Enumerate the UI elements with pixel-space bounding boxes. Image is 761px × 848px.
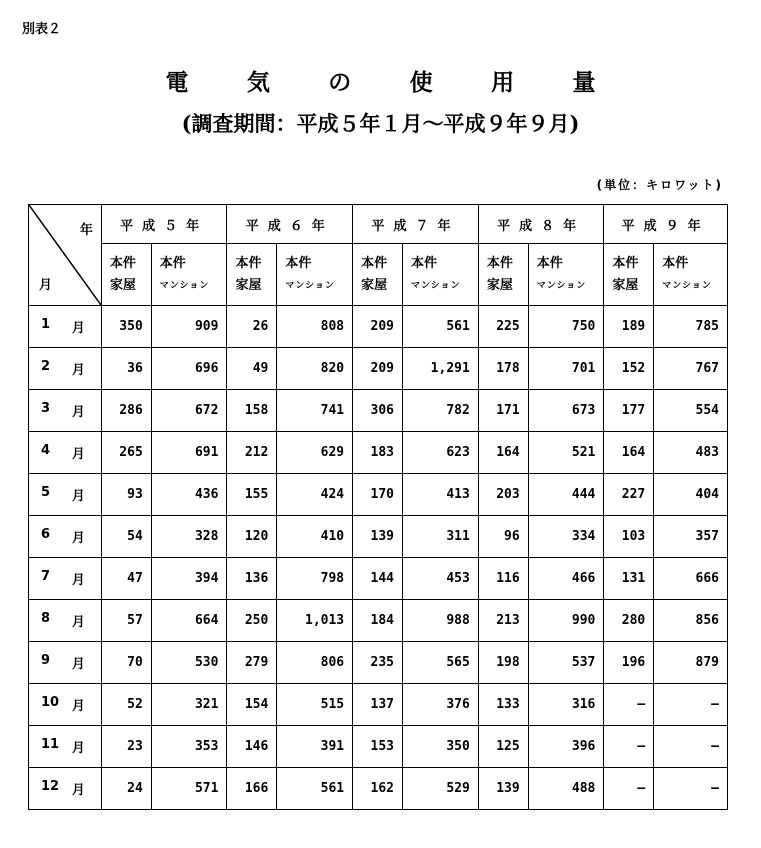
house-label-line2: 家屋 — [109, 277, 136, 293]
survey-period: (調査期間：平成５年１月～平成９年９月) — [181, 111, 580, 136]
value-cell: 144 — [353, 558, 403, 600]
value-cell: 213 — [478, 600, 528, 642]
value-cell: 321 — [151, 684, 227, 726]
table-row — [29, 726, 728, 768]
value-cell: 177 — [604, 390, 654, 432]
value-cell: 750 — [528, 306, 604, 348]
value-cell: 785 — [654, 306, 728, 348]
value-cell: 990 — [528, 600, 604, 642]
month-number: 12 — [41, 779, 60, 794]
value-cell: 350 — [403, 726, 479, 768]
table-row — [29, 684, 728, 726]
value-cell: 741 — [277, 390, 353, 432]
value-cell: 49 — [227, 348, 277, 390]
month-number: 7 — [41, 569, 51, 584]
value-cell: 120 — [227, 516, 277, 558]
value-cell: 350 — [101, 306, 151, 348]
house-label-line1: 本件 — [361, 255, 388, 271]
value-cell: 537 — [528, 642, 604, 684]
month-cell — [29, 348, 102, 390]
value-cell: 116 — [478, 558, 528, 600]
month-number: 10 — [41, 695, 60, 710]
value-cell: 808 — [277, 306, 353, 348]
value-cell: 212 — [227, 432, 277, 474]
appendix-label: 別表２ — [22, 22, 62, 37]
value-cell: 70 — [101, 642, 151, 684]
house-label-line1: 本件 — [612, 255, 639, 271]
mansion-label-line1: 本件 — [536, 255, 563, 271]
year-header: 平成６年 — [227, 205, 353, 244]
value-cell: 227 — [604, 474, 654, 516]
value-cell: 691 — [151, 432, 227, 474]
value-cell: 137 — [353, 684, 403, 726]
month-suffix: 月 — [71, 699, 85, 714]
value-cell: 178 — [478, 348, 528, 390]
year-header: 平成８年 — [478, 205, 604, 244]
value-cell: 410 — [277, 516, 353, 558]
value-cell: 328 — [151, 516, 227, 558]
value-cell: 561 — [277, 768, 353, 810]
value-cell: 436 — [151, 474, 227, 516]
value-cell: 47 — [101, 558, 151, 600]
value-cell: 93 — [101, 474, 151, 516]
table-row — [29, 516, 728, 558]
value-cell: 623 — [403, 432, 479, 474]
mansion-label-line1: 本件 — [411, 255, 438, 271]
value-cell: 162 — [353, 768, 403, 810]
value-cell: 131 — [604, 558, 654, 600]
month-suffix: 月 — [71, 741, 85, 756]
title-char: 用 — [491, 69, 515, 96]
table-row — [29, 600, 728, 642]
house-label-line2: 家屋 — [361, 277, 388, 293]
table-row — [29, 348, 728, 390]
mansion-subheader — [654, 244, 728, 306]
value-cell: 404 — [654, 474, 728, 516]
value-cell: 879 — [654, 642, 728, 684]
month-suffix: 月 — [71, 447, 85, 462]
mansion-label-line2: マンション — [411, 280, 461, 291]
value-cell: 554 — [654, 390, 728, 432]
house-label-line2: 家屋 — [612, 277, 639, 293]
value-cell: 453 — [403, 558, 479, 600]
corner-year-label: 年 — [79, 223, 93, 238]
month-suffix: 月 — [71, 531, 85, 546]
value-cell: 424 — [277, 474, 353, 516]
value-cell: 316 — [528, 684, 604, 726]
value-cell: 183 — [353, 432, 403, 474]
value-cell: 515 — [277, 684, 353, 726]
table-row — [29, 474, 728, 516]
value-cell: 909 — [151, 306, 227, 348]
month-number: 9 — [41, 653, 51, 668]
value-cell: 265 — [101, 432, 151, 474]
house-subheader — [478, 244, 528, 306]
value-cell: 171 — [478, 390, 528, 432]
month-cell — [29, 558, 102, 600]
document-title — [0, 64, 761, 97]
electricity-usage-table — [28, 204, 728, 810]
value-cell: 139 — [353, 516, 403, 558]
sub-header-row — [29, 244, 728, 306]
value-cell: 139 — [478, 768, 528, 810]
value-cell: 203 — [478, 474, 528, 516]
month-number: 1 — [41, 317, 51, 332]
table-row — [29, 390, 728, 432]
value-cell: 196 — [604, 642, 654, 684]
value-cell: 23 — [101, 726, 151, 768]
house-label-line1: 本件 — [486, 255, 513, 271]
house-subheader — [227, 244, 277, 306]
month-cell — [29, 600, 102, 642]
value-cell: 250 — [227, 600, 277, 642]
value-cell: 306 — [353, 390, 403, 432]
month-suffix: 月 — [71, 615, 85, 630]
title-char: 使 — [409, 69, 433, 96]
value-cell: 820 — [277, 348, 353, 390]
month-number: 6 — [41, 527, 51, 542]
value-cell: 209 — [353, 348, 403, 390]
value-cell: 353 — [151, 726, 227, 768]
month-number: 4 — [41, 443, 51, 458]
value-cell: 125 — [478, 726, 528, 768]
value-cell: 1,291 — [403, 348, 479, 390]
value-cell: 988 — [403, 600, 479, 642]
value-cell: 798 — [277, 558, 353, 600]
value-cell: 856 — [654, 600, 728, 642]
value-cell: 136 — [227, 558, 277, 600]
value-cell: 529 — [403, 768, 479, 810]
value-cell: 444 — [528, 474, 604, 516]
value-cell: 767 — [654, 348, 728, 390]
value-cell: 189 — [604, 306, 654, 348]
mansion-subheader — [403, 244, 479, 306]
value-cell: 170 — [353, 474, 403, 516]
value-cell: 530 — [151, 642, 227, 684]
value-cell: — — [604, 768, 654, 810]
house-subheader — [101, 244, 151, 306]
month-cell — [29, 768, 102, 810]
mansion-label-line2: マンション — [536, 280, 587, 291]
value-cell: 391 — [277, 726, 353, 768]
corner-month-label: 月 — [39, 278, 53, 293]
month-number: 5 — [41, 485, 51, 500]
house-subheader — [353, 244, 403, 306]
house-label-line1: 本件 — [109, 255, 136, 271]
month-number: 8 — [41, 611, 51, 626]
mansion-label-line1: 本件 — [662, 255, 689, 271]
month-suffix: 月 — [71, 489, 85, 504]
value-cell: 26 — [227, 306, 277, 348]
value-cell: 466 — [528, 558, 604, 600]
value-cell: 565 — [403, 642, 479, 684]
table-row — [29, 558, 728, 600]
value-cell: 133 — [478, 684, 528, 726]
value-cell: 96 — [478, 516, 528, 558]
value-cell: 52 — [101, 684, 151, 726]
mansion-subheader — [151, 244, 227, 306]
month-number: 2 — [41, 359, 51, 374]
value-cell: 225 — [478, 306, 528, 348]
table-row — [29, 432, 728, 474]
value-cell: 666 — [654, 558, 728, 600]
title-char: 電 — [165, 69, 189, 96]
value-cell: 155 — [227, 474, 277, 516]
month-cell — [29, 642, 102, 684]
year-header: 平成５年 — [101, 205, 227, 244]
value-cell: 57 — [101, 600, 151, 642]
value-cell: 286 — [101, 390, 151, 432]
value-cell: 54 — [101, 516, 151, 558]
mansion-label-line2: マンション — [662, 280, 712, 291]
value-cell: 696 — [151, 348, 227, 390]
mansion-label-line2: マンション — [285, 280, 335, 291]
month-cell — [29, 474, 102, 516]
value-cell: 235 — [353, 642, 403, 684]
mansion-label-line1: 本件 — [159, 255, 186, 271]
value-cell: 376 — [403, 684, 479, 726]
month-suffix: 月 — [71, 573, 85, 588]
value-cell: 154 — [227, 684, 277, 726]
month-cell — [29, 390, 102, 432]
month-cell — [29, 684, 102, 726]
value-cell: 280 — [604, 600, 654, 642]
value-cell: 394 — [151, 558, 227, 600]
house-label-line2: 家屋 — [486, 277, 513, 293]
value-cell: 158 — [227, 390, 277, 432]
value-cell: 664 — [151, 600, 227, 642]
table-row — [29, 768, 728, 810]
month-suffix: 月 — [71, 405, 85, 420]
value-cell: 413 — [403, 474, 479, 516]
value-cell: 146 — [227, 726, 277, 768]
month-suffix: 月 — [71, 783, 85, 798]
value-cell: 152 — [604, 348, 654, 390]
value-cell: 673 — [528, 390, 604, 432]
value-cell: — — [654, 726, 728, 768]
value-cell: 103 — [604, 516, 654, 558]
value-cell: 1,013 — [277, 600, 353, 642]
year-header-row — [29, 205, 728, 244]
value-cell: 164 — [478, 432, 528, 474]
house-label-line2: 家屋 — [235, 277, 262, 293]
value-cell: 198 — [478, 642, 528, 684]
value-cell: 672 — [151, 390, 227, 432]
value-cell: 701 — [528, 348, 604, 390]
title-char: 量 — [572, 69, 596, 96]
month-cell — [29, 726, 102, 768]
month-cell — [29, 432, 102, 474]
month-suffix: 月 — [71, 321, 85, 336]
value-cell: 521 — [528, 432, 604, 474]
value-cell: 24 — [101, 768, 151, 810]
value-cell: 311 — [403, 516, 479, 558]
value-cell: 561 — [403, 306, 479, 348]
unit-label: (単位：キロワット) — [596, 178, 723, 192]
value-cell: 396 — [528, 726, 604, 768]
month-cell — [29, 306, 102, 348]
year-header: 平成９年 — [604, 205, 728, 244]
month-suffix: 月 — [71, 657, 85, 672]
value-cell: 184 — [353, 600, 403, 642]
value-cell: 483 — [654, 432, 728, 474]
title-char: の — [328, 69, 352, 96]
value-cell: 629 — [277, 432, 353, 474]
house-subheader — [604, 244, 654, 306]
value-cell: 209 — [353, 306, 403, 348]
month-suffix: 月 — [71, 363, 85, 378]
title-char: 気 — [246, 69, 270, 96]
value-cell: 782 — [403, 390, 479, 432]
month-number: 3 — [41, 401, 51, 416]
table-row — [29, 642, 728, 684]
mansion-subheader — [277, 244, 353, 306]
year-header: 平成７年 — [353, 205, 479, 244]
month-number: 11 — [41, 737, 60, 752]
month-cell — [29, 516, 102, 558]
value-cell: 279 — [227, 642, 277, 684]
table-row — [29, 306, 728, 348]
value-cell: — — [604, 684, 654, 726]
value-cell: 571 — [151, 768, 227, 810]
house-label-line1: 本件 — [235, 255, 262, 271]
mansion-label-line2: マンション — [159, 280, 210, 291]
value-cell: — — [654, 768, 728, 810]
value-cell: 806 — [277, 642, 353, 684]
value-cell: 488 — [528, 768, 604, 810]
value-cell: 153 — [353, 726, 403, 768]
mansion-label-line1: 本件 — [285, 255, 312, 271]
value-cell: 166 — [227, 768, 277, 810]
mansion-subheader — [528, 244, 604, 306]
value-cell: 334 — [528, 516, 604, 558]
value-cell: 36 — [101, 348, 151, 390]
value-cell: 357 — [654, 516, 728, 558]
value-cell: 164 — [604, 432, 654, 474]
value-cell: — — [604, 726, 654, 768]
corner-header-cell — [29, 205, 102, 306]
value-cell: — — [654, 684, 728, 726]
